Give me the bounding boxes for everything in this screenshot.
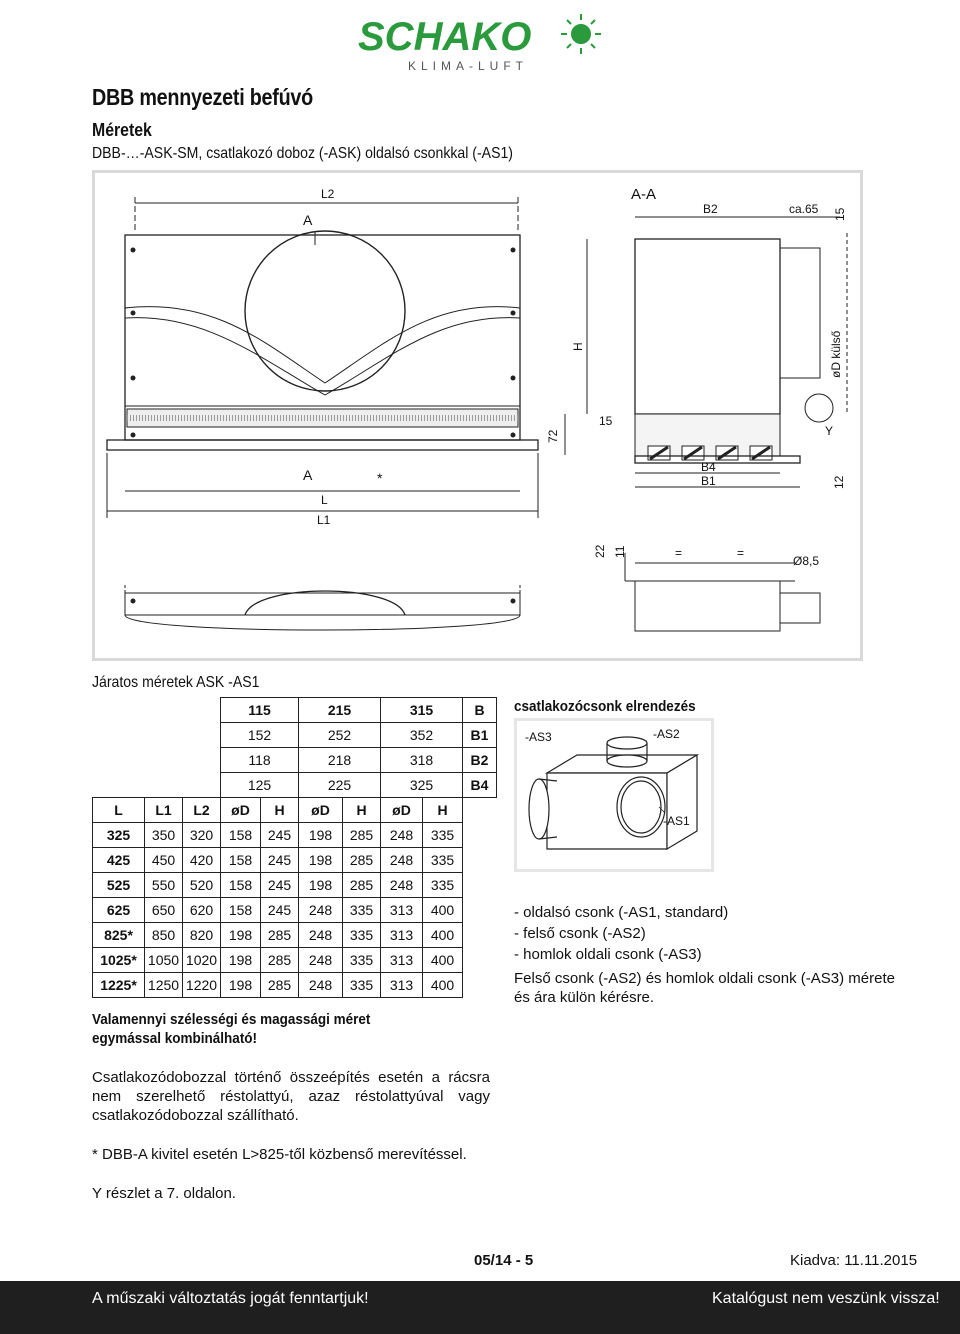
table-cell: 313 <box>381 923 423 948</box>
empty-cell <box>93 773 221 798</box>
table-row <box>93 923 497 948</box>
table-cell: 248 <box>299 973 343 998</box>
table-cell: 158 <box>221 898 261 923</box>
row-key-cell: 325 <box>93 823 145 848</box>
table-cell: 335 <box>423 848 463 873</box>
section-mark-a-bottom: A <box>303 467 313 483</box>
section-heading: Méretek <box>92 120 152 140</box>
header-cell: øD <box>381 798 423 823</box>
connector-diagram-frame <box>514 718 714 872</box>
table-cell: 420 <box>183 848 221 873</box>
assembly-note: Csatlakozódobozzal történő összeépítés esetén a rácsra nem szerelhető réstolattyú, azaz réstolattyúval vagy csatlakozódobozzal szállítható. <box>92 1069 490 1124</box>
asterisk-mark: * <box>377 470 383 486</box>
label-as3: -AS3 <box>525 730 552 744</box>
header-cell: L1 <box>145 798 183 823</box>
table-cell: 400 <box>423 923 463 948</box>
table-cell: 450 <box>145 848 183 873</box>
table-cell: 1050 <box>145 948 183 973</box>
table-cell: 820 <box>183 923 221 948</box>
table-top-row <box>93 748 497 773</box>
table-row <box>93 948 497 973</box>
table-cell: 248 <box>299 923 343 948</box>
table-cell: 245 <box>261 898 299 923</box>
star-footnote: * DBB-A kivitel esetén L>825-től közbenső merevítéssel. <box>92 1146 467 1163</box>
table-cell: 198 <box>299 873 343 898</box>
dim-hole-diameter: Ø8,5 <box>793 554 820 568</box>
dim-l1: L1 <box>317 513 331 527</box>
row-key-cell: 625 <box>93 898 145 923</box>
table-cell: 313 <box>381 973 423 998</box>
table-top-row <box>93 773 497 798</box>
table-cell: 248 <box>381 823 423 848</box>
width-value-cell: 218 <box>299 748 381 773</box>
table-cell: 158 <box>221 823 261 848</box>
dim-ca65: ca.65 <box>789 202 819 216</box>
dim-equal-1: = <box>675 546 683 560</box>
table-cell: 313 <box>381 948 423 973</box>
row-key-cell: 825* <box>93 923 145 948</box>
footer-disclaimer: A műszaki változtatás jogát fenntartjuk! <box>92 1290 369 1307</box>
table-cell: 313 <box>381 898 423 923</box>
width-value-cell: 118 <box>221 748 299 773</box>
table-row <box>93 973 497 998</box>
table-cell: 350 <box>145 823 183 848</box>
table-cell: 1220 <box>183 973 221 998</box>
table-cell: 248 <box>299 898 343 923</box>
technical-drawing-frame <box>92 170 863 661</box>
empty-cell <box>93 723 221 748</box>
table-cell: 1020 <box>183 948 221 973</box>
logo-subtitle: KLIMA-LUFT <box>408 59 529 73</box>
dim-22: 22 <box>593 544 607 558</box>
table-cell: 245 <box>261 873 299 898</box>
table-cell: 245 <box>261 823 299 848</box>
header-cell: H <box>343 798 381 823</box>
connector-item-as2: - felső csonk (-AS2) <box>514 925 646 942</box>
dim-l2: L2 <box>321 187 335 201</box>
label-od-kulso: øD külső <box>829 330 843 378</box>
table-cell: 285 <box>343 873 381 898</box>
table-cell: 335 <box>423 823 463 848</box>
width-value-cell: 318 <box>381 748 463 773</box>
connector-note: Felső csonk (-AS2) és homlok oldali csonk (-AS3) mérete és ára külön kérésre. <box>514 970 895 1006</box>
table-cell: 285 <box>343 848 381 873</box>
table-caption: Járatos méretek ASK -AS1 <box>92 674 260 691</box>
table-cell: 248 <box>381 873 423 898</box>
page-number: 05/14 - 5 <box>474 1252 534 1269</box>
table-header-row <box>93 798 497 823</box>
footer-return-note: Katalógust nem veszünk vissza! <box>712 1290 940 1307</box>
connector-title: csatlakozócsonk elrendezés <box>514 698 696 715</box>
width-label-cell: B1 <box>463 723 497 748</box>
table-cell: 248 <box>381 848 423 873</box>
table-cell: 550 <box>145 873 183 898</box>
width-value-cell: 152 <box>221 723 299 748</box>
table-cell: 285 <box>261 948 299 973</box>
table-cell: 248 <box>299 948 343 973</box>
row-key-cell: 1225* <box>93 973 145 998</box>
width-value-cell: 215 <box>299 698 381 723</box>
width-value-cell: 125 <box>221 773 299 798</box>
table-cell: 245 <box>261 848 299 873</box>
table-cell: 400 <box>423 898 463 923</box>
width-value-cell: 225 <box>299 773 381 798</box>
table-cell: 198 <box>221 973 261 998</box>
section-subtitle: DBB-…-ASK-SM, csatlakozó doboz (-ASK) oldalsó csonkkal (-AS1) <box>92 145 513 162</box>
header-cell: H <box>423 798 463 823</box>
connector-diagram <box>517 721 711 869</box>
combination-note: Valamennyi szélességi és magassági méret egymással kombinálható! <box>92 1011 371 1047</box>
header-cell: øD <box>299 798 343 823</box>
width-label-cell: B2 <box>463 748 497 773</box>
dim-11: 11 <box>613 545 627 558</box>
empty-cell <box>93 698 221 723</box>
logo-wordmark: SCHAKO <box>358 15 532 59</box>
section-title-aa: A-A <box>631 186 657 203</box>
table-cell: 335 <box>343 948 381 973</box>
dim-l: L <box>321 493 328 507</box>
table-cell: 620 <box>183 898 221 923</box>
dim-72: 72 <box>546 429 560 443</box>
table-cell: 335 <box>343 973 381 998</box>
table-cell: 650 <box>145 898 183 923</box>
page-title: DBB mennyezeti befúvó <box>92 84 313 110</box>
logo-sun-icon <box>561 14 601 54</box>
dim-b1: B1 <box>701 474 716 488</box>
table-row <box>93 898 497 923</box>
issue-date: Kiadva: 11.11.2015 <box>790 1252 918 1269</box>
table-cell: 198 <box>299 823 343 848</box>
table-cell: 198 <box>221 948 261 973</box>
width-label-cell: B <box>463 698 497 723</box>
detail-y: Y <box>825 424 834 438</box>
table-row <box>93 848 497 873</box>
table-cell: 520 <box>183 873 221 898</box>
table-top-row <box>93 723 497 748</box>
table-cell: 285 <box>343 823 381 848</box>
table-cell: 400 <box>423 973 463 998</box>
width-value-cell: 352 <box>381 723 463 748</box>
table-cell: 850 <box>145 923 183 948</box>
table-cell: 1250 <box>145 973 183 998</box>
width-value-cell: 325 <box>381 773 463 798</box>
dim-15-top: 15 <box>833 207 847 221</box>
dim-15: 15 <box>599 414 613 428</box>
connector-list <box>514 902 728 965</box>
row-key-cell: 525 <box>93 873 145 898</box>
y-detail-reference: Y részlet a 7. oldalon. <box>92 1185 236 1202</box>
header-cell: H <box>261 798 299 823</box>
connector-item-as1: - oldalsó csonk (-AS1, standard) <box>514 904 729 921</box>
row-key-cell: 425 <box>93 848 145 873</box>
table-cell: 335 <box>343 898 381 923</box>
schako-logo <box>356 12 606 74</box>
table-cell: 400 <box>423 948 463 973</box>
header-cell: øD <box>221 798 261 823</box>
dim-b2: B2 <box>703 202 718 216</box>
table-cell: 158 <box>221 848 261 873</box>
dim-h: H <box>571 342 585 351</box>
table-cell: 335 <box>343 923 381 948</box>
dimensions-table <box>92 697 497 998</box>
row-key-cell: 1025* <box>93 948 145 973</box>
table-cell: 158 <box>221 873 261 898</box>
dim-12: 12 <box>832 475 846 489</box>
table-row <box>93 823 497 848</box>
header-cell: L <box>93 798 145 823</box>
dim-equal-2: = <box>737 546 745 560</box>
table-cell: 285 <box>261 973 299 998</box>
table-cell: 198 <box>299 848 343 873</box>
connector-item-as3: - homlok oldali csonk (-AS3) <box>514 946 702 963</box>
table-cell: 285 <box>261 923 299 948</box>
dim-b4: B4 <box>701 460 716 474</box>
width-value-cell: 115 <box>221 698 299 723</box>
width-value-cell: 252 <box>299 723 381 748</box>
width-label-cell: B4 <box>463 773 497 798</box>
header-cell: L2 <box>183 798 221 823</box>
section-mark-a-top: A <box>303 212 313 228</box>
table-cell: 198 <box>221 923 261 948</box>
table-top-row <box>93 698 497 723</box>
width-value-cell: 315 <box>381 698 463 723</box>
technical-drawing <box>95 173 860 658</box>
table-cell: 335 <box>423 873 463 898</box>
table-cell: 320 <box>183 823 221 848</box>
table-row <box>93 873 497 898</box>
label-as1: -AS1 <box>663 814 690 828</box>
empty-cell <box>93 748 221 773</box>
label-as2: -AS2 <box>653 727 680 741</box>
